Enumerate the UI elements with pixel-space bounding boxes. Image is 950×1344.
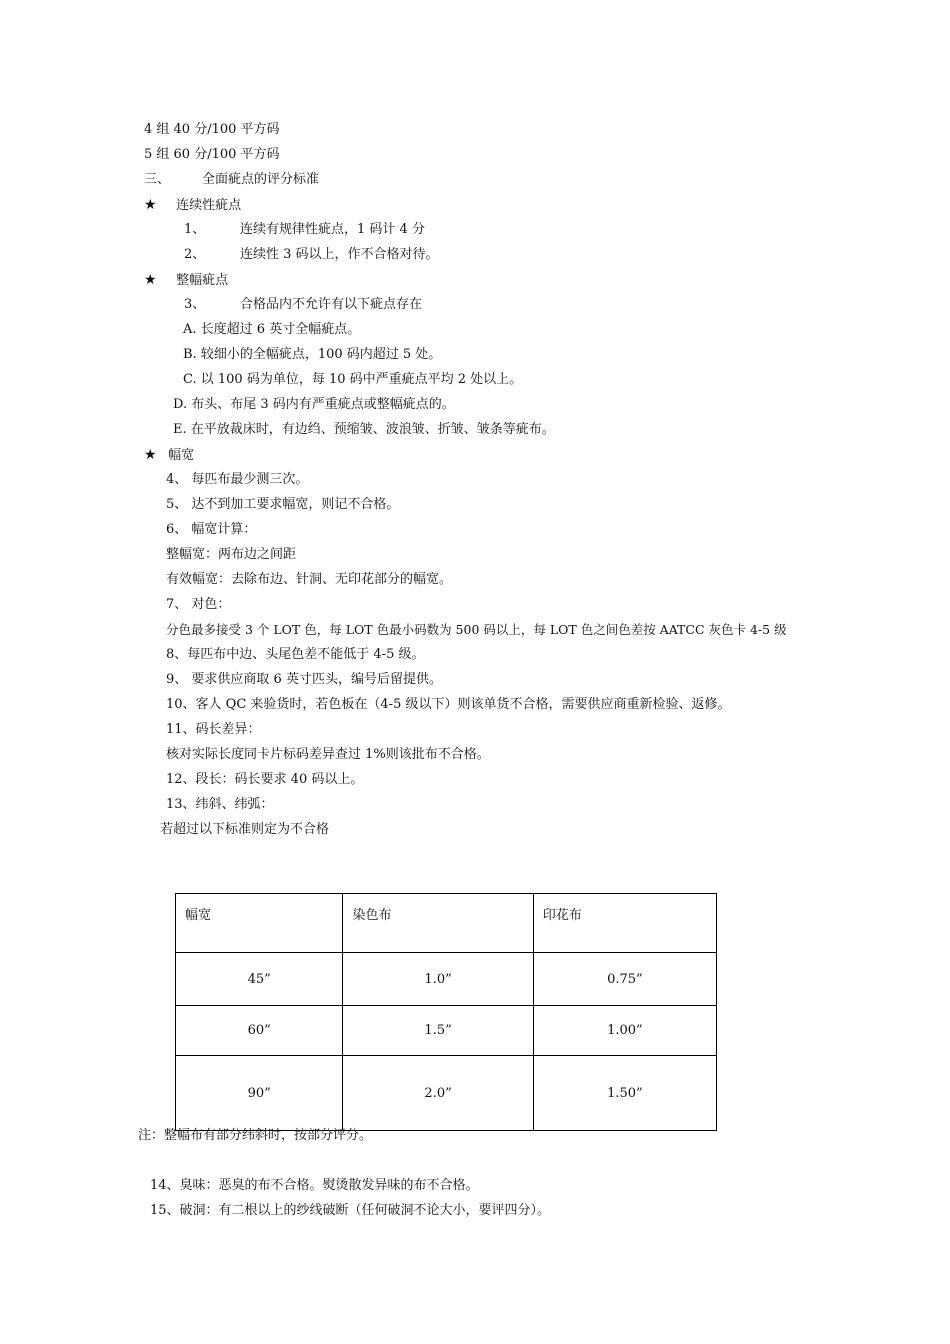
section-3-number: 三、 [144, 172, 171, 187]
table-cell: 90” [176, 1056, 343, 1131]
star-icon: ★ [144, 447, 157, 463]
item-2-number: 2、 [184, 247, 206, 262]
item-3-text: 合格品内不允许有以下疵点存在 [240, 297, 423, 312]
heading-full-width-label: 整幅疵点 [176, 273, 229, 288]
table-cell: 45” [176, 953, 343, 1006]
section-3-title: 全面疵点的评分标准 [202, 172, 320, 187]
subitem-b: B. 较细小的全幅疵点，100 码内超过 5 处。 [183, 347, 442, 362]
item-5: 5、 达不到加工要求幅宽，则记不合格。 [166, 497, 400, 512]
heading-continuous-label: 连续性疵点 [176, 198, 242, 213]
item-12: 12、段长：码长要求 40 码以上。 [166, 772, 364, 787]
item-11: 11、码长差异： [166, 722, 261, 737]
table-cell: 1.50” [533, 1056, 716, 1131]
item-14: 14、臭味：恶臭的布不合格。熨烫散发异味的布不合格。 [150, 1178, 479, 1193]
item-3-number: 3、 [184, 297, 206, 312]
effective-width-definition: 有效幅宽：去除布边、针洞、无印花部分的幅宽。 [166, 572, 453, 587]
star-icon: ★ [144, 272, 157, 288]
item-4: 4、 每匹布最少测三次。 [166, 472, 309, 487]
full-width-definition: 整幅宽：两布边之间距 [166, 547, 297, 562]
item-2-text: 连续性 3 码以上，作不合格对待。 [240, 247, 439, 262]
heading-width [144, 447, 194, 464]
table-row [176, 1006, 717, 1056]
group-4-line: 4 组 40 分/100 平方码 [144, 122, 280, 137]
table-header-row [176, 894, 717, 953]
table-note: 注：整幅布有部分纬斜时，按部分评分。 [138, 1128, 373, 1143]
table-cell: 1.0” [343, 953, 533, 1006]
item-8: 8、每匹布中边、头尾色差不能低于 4-5 级。 [166, 647, 425, 662]
table-cell: 1.5” [343, 1006, 533, 1056]
heading-width-label: 幅宽 [168, 448, 195, 463]
table-row [176, 1056, 717, 1131]
table-header-cell: 幅宽 [176, 894, 343, 953]
item-1-number: 1、 [184, 222, 206, 237]
color-matching-text: 分色最多接受 3 个 LOT 色，每 LOT 色最小码数为 500 码以上，每 LOT 色之间色差按 AATCC 灰色卡 4-5 级 [166, 622, 787, 637]
item-13-text: 若超过以下标准则定为不合格 [160, 822, 330, 837]
table-header-cell: 印花布 [533, 894, 716, 953]
subitem-c: C. 以 100 码为单位，每 10 码中严重疵点平均 2 处以上。 [183, 372, 523, 387]
item-15: 15、破洞：有二根以上的纱线破断（任何破洞不论大小，要评四分）。 [150, 1203, 551, 1218]
item-9: 9、 要求供应商取 6 英寸匹头，编号后留提供。 [166, 672, 442, 687]
item-11-text: 核对实际长度同卡片标码差异查过 1%则该批布不合格。 [166, 747, 490, 762]
table-cell: 1.00” [533, 1006, 716, 1056]
heading-full-width-defects [144, 272, 228, 289]
table-row [176, 953, 717, 1006]
item-13: 13、纬斜、纬弧： [166, 797, 274, 812]
subitem-a: A. 长度超过 6 英寸全幅疵点。 [183, 322, 361, 337]
item-6: 6、 幅宽计算： [166, 522, 257, 537]
subitem-e: E. 在平放裁床时，有边绉、预缩皱、波浪皱、折皱、皱条等疵布。 [173, 422, 555, 437]
table-header-cell: 染色布 [343, 894, 533, 953]
table-cell: 60” [176, 1006, 343, 1056]
item-7: 7、 对色： [166, 597, 231, 612]
item-10: 10、客人 QC 来验货时，若色板在（4-5 级以下）则该单货不合格，需要供应商重新检验、返修。 [166, 697, 731, 712]
star-icon: ★ [144, 197, 157, 213]
table-cell: 2.0” [343, 1056, 533, 1131]
subitem-d: D. 布头、布尾 3 码内有严重疵点或整幅疵点的。 [173, 397, 455, 412]
table-cell: 0.75” [533, 953, 716, 1006]
item-1-text: 连续有规律性疵点，1 码计 4 分 [240, 222, 425, 237]
weft-skew-table [175, 893, 717, 1131]
heading-continuous-defects [144, 197, 241, 214]
group-5-line: 5 组 60 分/100 平方码 [144, 147, 280, 162]
